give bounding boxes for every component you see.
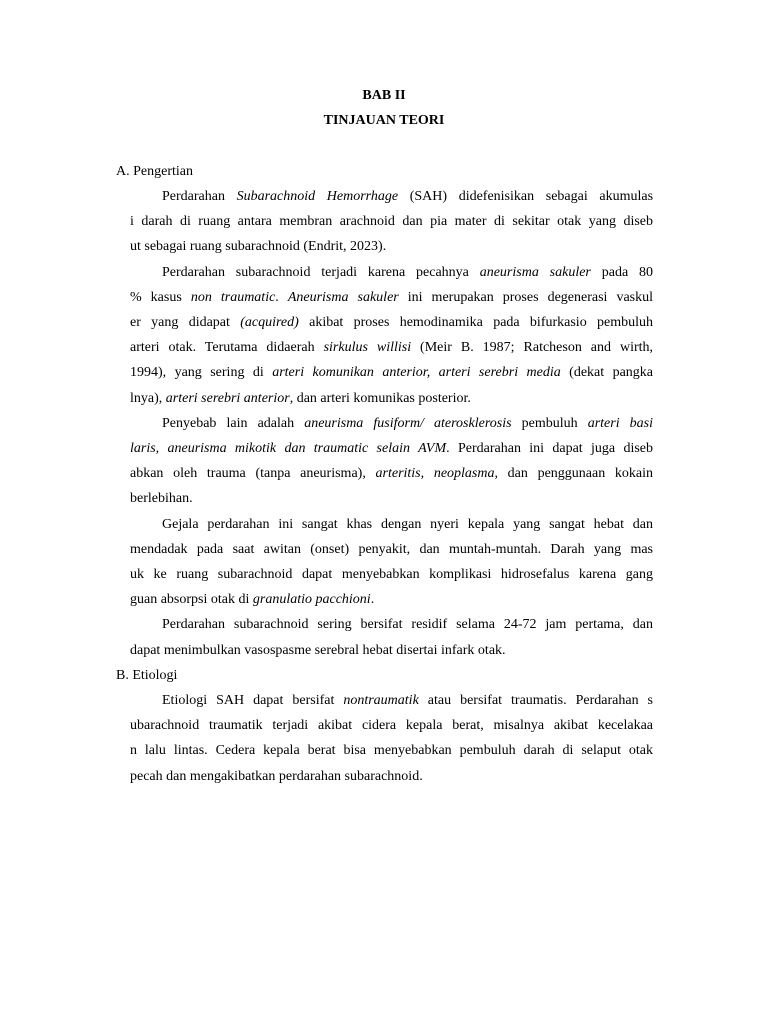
paragraph-line: [130, 289, 653, 307]
text-run: Penyebab lain adalah: [162, 416, 305, 431]
paragraph-line: [130, 768, 653, 786]
paragraph-line: [162, 264, 653, 282]
text-run: .: [275, 290, 288, 305]
text-run: dapat menimbulkan vasospasme serebral hebat disertai infark otak.: [130, 643, 506, 658]
text-run: pecah dan mengakibatkan perdarahan subarachnoid.: [130, 769, 423, 784]
paragraph-line: [130, 314, 653, 332]
chapter-title: TINJAUAN TEORI: [323, 113, 445, 128]
text-run: (Meir B. 1987; Ratcheson and wirth,: [411, 340, 654, 355]
text-run: , dan penggunaan kokain: [494, 466, 654, 481]
paragraph-line: [130, 465, 653, 483]
paragraph-line: [130, 339, 653, 357]
italic-term: nontraumatik: [343, 693, 419, 708]
italic-term: non traumatic: [190, 290, 276, 305]
paragraph-line: [130, 717, 653, 735]
text-run: ut sebagai ruang subarachnoid (Endrit, 2023).: [130, 239, 387, 254]
paragraph-line: [130, 642, 653, 660]
text-run: ubarachnoid traumatik terjadi akibat cidera kepala berat, misalnya akibat kecelakaa: [130, 718, 653, 733]
italic-term: arteritis, neoplasma: [375, 466, 495, 481]
text-run: , dan arteri komunikas posterior.: [289, 391, 471, 406]
text-run: n lalu lintas. Cedera kepala berat bisa menyebabkan pembuluh darah di selaput otak: [130, 743, 653, 758]
italic-term: sirkulus willisi: [323, 340, 412, 355]
text-run: Perdarahan subarachnoid sering bersifat residif selama 24-72 jam pertama, dan: [162, 617, 653, 632]
paragraph-line: [162, 188, 653, 206]
paragraph-line: [162, 415, 653, 433]
text-run: (SAH) didefenisikan sebagai akumulas: [398, 189, 654, 204]
paragraph-line: [162, 516, 653, 534]
text-run: uk ke ruang subarachnoid dapat menyebabkan komplikasi hidrosefalus karena gang: [130, 567, 653, 582]
italic-term: (acquired): [240, 315, 299, 330]
text-run: atau bersifat traumatis. Perdarahan s: [418, 693, 654, 708]
text-run: akibat proses hemodinamika pada bifurkasio pembuluh: [298, 315, 653, 330]
text-run: abkan oleh trauma (tanpa aneurisma),: [130, 466, 376, 481]
text-run: berlebihan.: [130, 491, 193, 506]
text-run: % kasus: [130, 290, 191, 305]
section-heading-a: A. Pengertian: [116, 164, 193, 179]
italic-term: aneurisma fusiform/ aterosklerosis: [304, 416, 512, 431]
section-heading-b: B. Etiologi: [116, 668, 178, 683]
text-run: Perdarahan subarachnoid terjadi karena pecahnya: [162, 265, 480, 280]
paragraph-line: [162, 692, 653, 710]
italic-term: arteri serebri anterior: [165, 391, 290, 406]
paragraph-line: [130, 238, 653, 256]
text-run: Gejala perdarahan ini sangat khas dengan nyeri kepala yang sangat hebat dan: [162, 517, 653, 532]
text-run: pada 80: [590, 265, 653, 280]
text-run: i darah di ruang antara membran arachnoid dan pia mater di sekitar otak yang diseb: [130, 214, 653, 229]
paragraph-line: [162, 616, 653, 634]
text-run: (dekat pangka: [560, 365, 653, 380]
italic-term: aneurisma sakuler: [479, 265, 591, 280]
paragraph-line: [130, 742, 653, 760]
text-run: 1994), yang sering di: [130, 365, 273, 380]
paragraph-line: [130, 591, 653, 609]
text-run: arteri otak. Terutama didaerah: [130, 340, 324, 355]
text-run: . Perdarahan ini dapat juga diseb: [446, 441, 654, 456]
paragraph-line: [130, 213, 653, 231]
italic-term: arteri komunikan anterior, arteri serebri media: [272, 365, 561, 380]
italic-term: granulatio pacchioni: [252, 592, 371, 607]
italic-term: Subarachnoid Hemorrhage: [236, 189, 399, 204]
text-run: guan absorpsi otak di: [130, 592, 253, 607]
paragraph-line: [130, 490, 653, 508]
text-run: Etiologi SAH dapat bersifat: [162, 693, 344, 708]
paragraph-line: [130, 364, 653, 382]
italic-term: Aneurisma sakuler: [287, 290, 399, 305]
paragraph-line: [130, 440, 653, 458]
text-run: ini merupakan proses degenerasi vaskul: [398, 290, 653, 305]
text-run: pembuluh: [511, 416, 588, 431]
paragraph-line: [130, 566, 653, 584]
paragraph-line: [130, 390, 653, 408]
italic-term: arteri basi: [587, 416, 653, 431]
italic-term: laris, aneurisma mikotik dan traumatic selain AVM: [130, 441, 447, 456]
chapter-heading: BAB II: [362, 88, 406, 103]
text-run: .: [370, 592, 375, 607]
text-run: Perdarahan: [162, 189, 237, 204]
text-run: lnya),: [130, 391, 166, 406]
paragraph-line: [130, 541, 653, 559]
text-run: mendadak pada saat awitan (onset) penyakit, dan muntah-muntah. Darah yang mas: [130, 542, 653, 557]
text-run: er yang didapat: [130, 315, 241, 330]
